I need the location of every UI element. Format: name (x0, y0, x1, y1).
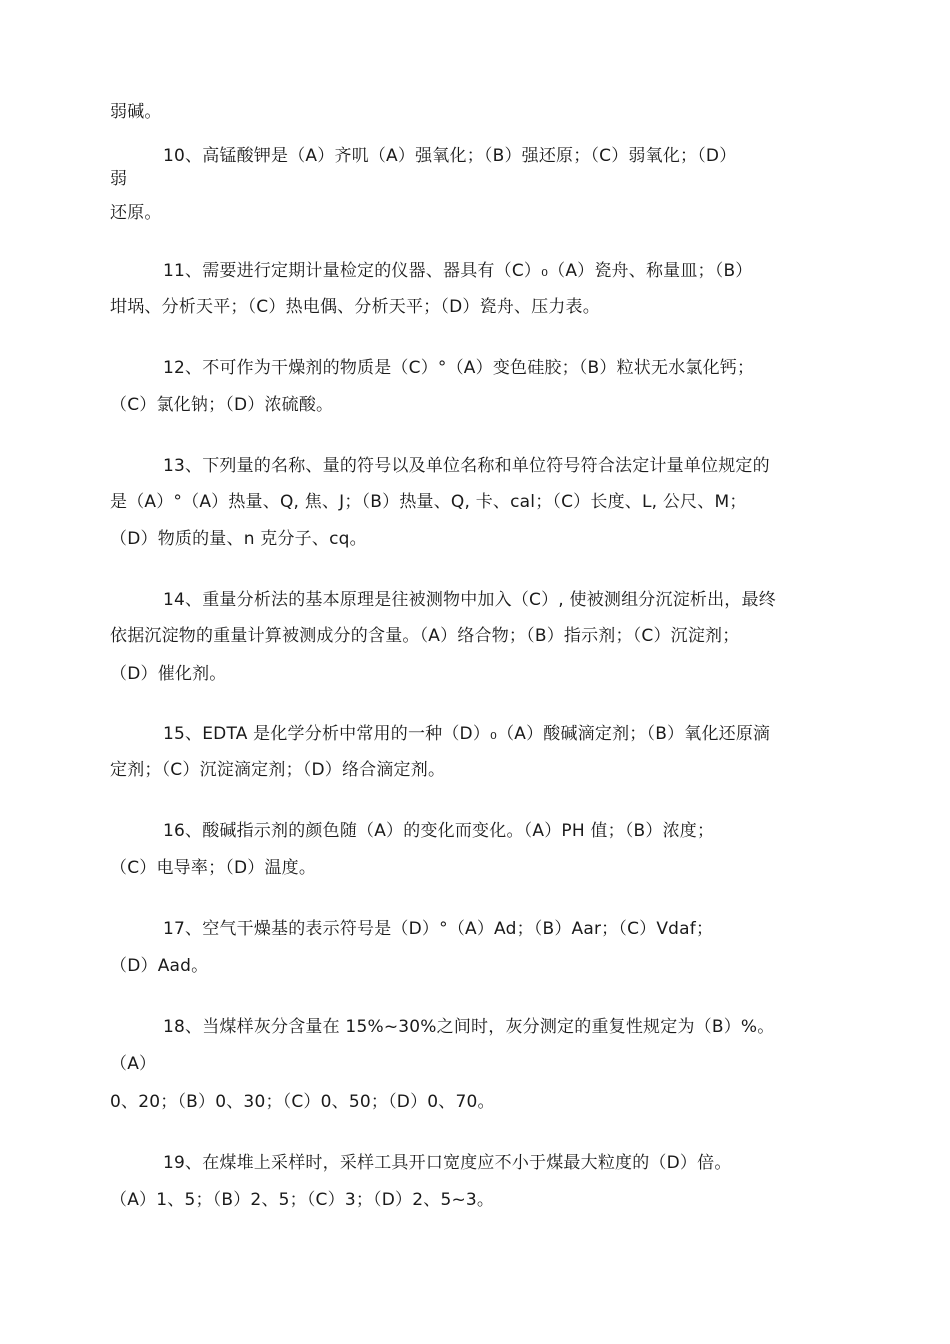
text-line: 弱 (110, 169, 128, 189)
question-13: 13、下列量的名称、量的符号以及单位名称和单位符号符合法定计量单位规定的 (163, 456, 770, 476)
question-14: 14、重量分析法的基本原理是往被测物中加入（C）, 使被测组分沉淀析出，最终 (163, 590, 776, 610)
text-line: （C）氯化钠；（D）浓硫酸。 (110, 395, 334, 415)
text-line: （A）1、5；（B）2、5；（C）3；（D）2、5~3。 (110, 1190, 495, 1210)
text-line: 依据沉淀物的重量计算被测成分的含量。（A）络合物；（B）指示剂；（C）沉淀剂； (110, 626, 740, 646)
question-10: 10、高锰酸钾是（A）齐叽（A）强氧化；（B）强还原；（C）弱氧化；（D） (163, 146, 737, 166)
text-line: 是（A）°（A）热量、Q, 焦、J；（B）热量、Q, 卡、cal；（C）长度、L, 公尺、M； (110, 492, 747, 512)
text-line: 还原。 (110, 203, 162, 223)
question-19: 19、在煤堆上采样时，采样工具开口宽度应不小于煤最大粒度的（D）倍。 (163, 1153, 732, 1173)
question-17: 17、空气干燥基的表示符号是（D）°（A）Ad；（B）Aar；（C）Vdaf； (163, 919, 714, 939)
question-11: 11、需要进行定期计量检定的仪器、器具有（C）₀（A）瓷舟、称量皿；（B） (163, 261, 753, 281)
text-line: （D）催化剂。 (110, 664, 227, 684)
question-16: 16、酸碱指示剂的颜色随（A）的变化而变化。（A）PH 值；（B）浓度； (163, 821, 715, 841)
text-line: 0、20；（B）0、30；（C）0、50；（D）0、70。 (110, 1092, 495, 1112)
question-18: 18、当煤样灰分含量在 15%~30%之间时，灰分测定的重复性规定为（B）%。 (163, 1017, 775, 1037)
text-line: （D）Aad。 (110, 956, 209, 976)
question-12: 12、不可作为干燥剂的物质是（C）°（A）变色硅胶；（B）粒状无水氯化钙； (163, 358, 755, 378)
text-line: 弱碱。 (110, 102, 162, 122)
text-line: 坩埚、分析天平；（C）热电偶、分析天平；（D）瓷舟、压力表。 (110, 297, 600, 317)
text-line: 定剂；（C）沉淀滴定剂；（D）络合滴定剂。 (110, 760, 446, 780)
text-line: （D）物质的量、n 克分子、cq。 (110, 529, 367, 549)
text-line: （A） (110, 1054, 157, 1074)
text-line: （C）电导率；（D）温度。 (110, 858, 317, 878)
question-15: 15、EDTA 是化学分析中常用的一种（D）₀（A）酸碱滴定剂；（B）氧化还原滴 (163, 724, 771, 744)
